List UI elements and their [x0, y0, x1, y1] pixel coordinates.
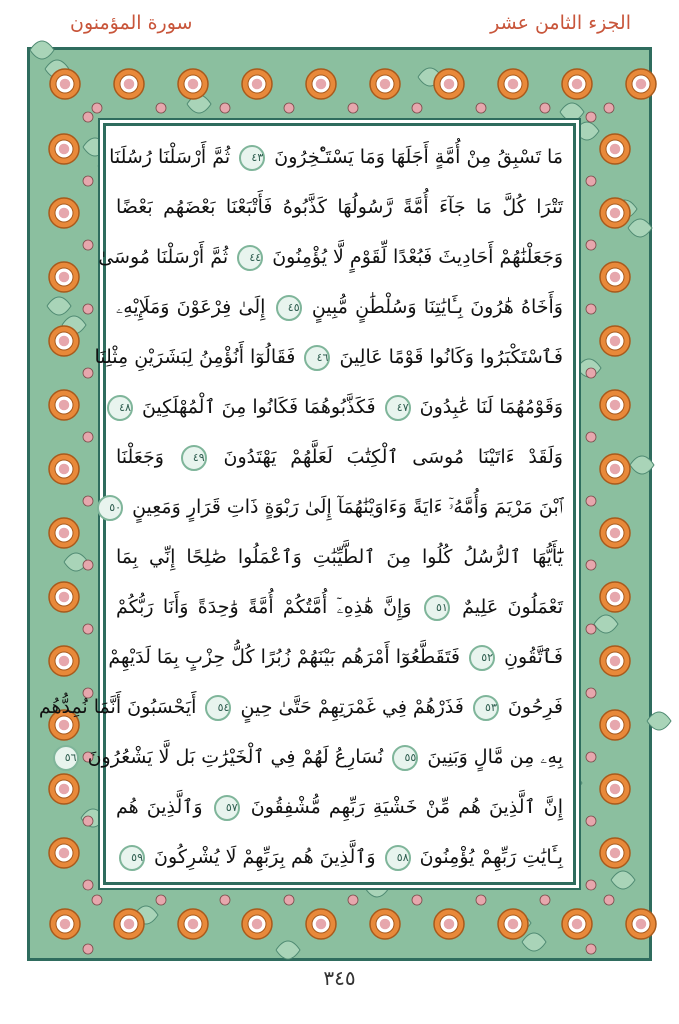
ayah-marker-icon: ٥٦ [53, 745, 79, 771]
ayah-marker-icon: ٤٥ [276, 295, 302, 321]
ayah-marker-icon: ٥٤ [205, 695, 231, 721]
verse-line: بِهِۦ مِن مَّالٍ وَبَنِينَ ٥٥ نُسَارِعُ لَهُمْ فِي ٱلْخَيْرَٰتِ بَل لَّا يَشْعُرُونَ ٥٦ [116, 732, 563, 782]
ayah-marker-icon: ٥٢ [469, 645, 495, 671]
ayah-marker-icon: ٥٧ [214, 795, 240, 821]
verse-lines [38, 132, 563, 882]
ayah-marker-icon: ٥٨ [385, 845, 411, 871]
verse-line: وَأَخَاهُ هَٰرُونَ بِـَٔايَٰتِنَا وَسُلْطَٰنٍ مُّبِينٍ ٤٥ إِلَىٰ فِرْعَوْنَ وَمَلَإِيْهِۦ [116, 282, 563, 332]
ornamental-frame [27, 47, 652, 961]
ayah-marker-icon: ٤٤ [237, 245, 263, 271]
ayah-marker-icon: ٥٣ [473, 695, 499, 721]
verse-line: تَتْرَا كُلَّ مَا جَآءَ أُمَّةً رَّسُولُهَا كَذَّبُوهُ فَأَتْبَعْنَا بَعْضَهُم بَعْضًا [116, 196, 563, 218]
ayah-marker-icon: ٥١ [424, 595, 450, 621]
page-header [0, 6, 679, 46]
verse-line: مَا تَسْبِقُ مِنْ أُمَّةٍ أَجَلَهَا وَمَا يَسْتَـْٔخِرُونَ ٤٣ ثُمَّ أَرْسَلْنَا رُسُلَنَا [116, 132, 563, 182]
verse-line: وَلَقَدْ ءَاتَيْنَا مُوسَى ٱلْكِتَٰبَ لَعَلَّهُمْ يَهْتَدُونَ ٤٩ وَجَعَلْنَا [116, 432, 563, 482]
page-number: ٣٤٥ [323, 966, 356, 990]
verse-line: فَرِحُونَ ٥٣ فَذَرْهُمْ فِي غَمْرَتِهِمْ حَتَّىٰ حِينٍ ٥٤ أَيَحْسَبُونَ أَنَّمَا نُمِدُّهُم [116, 682, 563, 732]
ayah-marker-icon: ٥٠ [97, 495, 123, 521]
text-panel [38, 123, 576, 885]
juz-title: الجزء الثامن عشر [490, 12, 631, 34]
ayah-marker-icon: ٤٧ [385, 395, 411, 421]
ayah-marker-icon: ٥٥ [392, 745, 418, 771]
verse-line: بِـَٔايَٰتِ رَبِّهِمْ يُؤْمِنُونَ ٥٨ وَٱلَّذِينَ هُم بِرَبِّهِمْ لَا يُشْرِكُونَ ٥٩ [116, 832, 563, 882]
verse-line: تَعْمَلُونَ عَلِيمٌ ٥١ وَإِنَّ هَٰذِهِۦٓ أُمَّتُكُمْ أُمَّةً وَٰحِدَةً وَأَنَا رَبُّكُمْ [116, 582, 563, 632]
surah-title: سورة المؤمنون [70, 12, 193, 34]
ayah-marker-icon: ٤٩ [181, 445, 207, 471]
ayah-marker-icon: ٥٩ [119, 845, 145, 871]
ayah-marker-icon: ٤٨ [107, 395, 133, 421]
verse-line: فَٱتَّقُونِ ٥٢ فَتَقَطَّعُوٓا أَمْرَهُم بَيْنَهُمْ زُبُرًا كُلُّ حِزْبٍ بِمَا لَدَيْهِمْ [116, 632, 563, 682]
verse-line: وَجَعَلْنَٰهُمْ أَحَادِيثَ فَبُعْدًا لِّقَوْمٍ لَّا يُؤْمِنُونَ ٤٤ ثُمَّ أَرْسَلْنَا مُوسَىٰ [116, 232, 563, 282]
verse-line: فَٱسْتَكْبَرُوا وَكَانُوا قَوْمًا عَالِينَ ٤٦ فَقَالُوٓا أَنُؤْمِنُ لِبَشَرَيْنِ مِثْلِنَا [116, 332, 563, 382]
verse-line: ٱبْنَ مَرْيَمَ وَأُمَّهُۥٓ ءَايَةً وَءَاوَيْنَٰهُمَآ إِلَىٰ رَبْوَةٍ ذَاتِ قَرَارٍ وَمَعِينٍ ٥٠ [116, 482, 563, 532]
ayah-marker-icon: ٤٣ [239, 145, 265, 171]
verse-line: يَٰٓأَيُّهَا ٱلرُّسُلُ كُلُوا مِنَ ٱلطَّيِّبَٰتِ وَٱعْمَلُوا صَٰلِحًا إِنِّي بِمَا [116, 546, 563, 568]
verse-line: وَقَوْمُهُمَا لَنَا عَٰبِدُونَ ٤٧ فَكَذَّبُوهُمَا فَكَانُوا مِنَ ٱلْمُهْلَكِينَ ٤٨ [116, 382, 563, 432]
verse-line: إِنَّ ٱلَّذِينَ هُم مِّنْ خَشْيَةِ رَبِّهِم مُّشْفِقُونَ ٥٧ وَٱلَّذِينَ هُم [116, 782, 563, 832]
ayah-marker-icon: ٤٦ [304, 345, 330, 371]
